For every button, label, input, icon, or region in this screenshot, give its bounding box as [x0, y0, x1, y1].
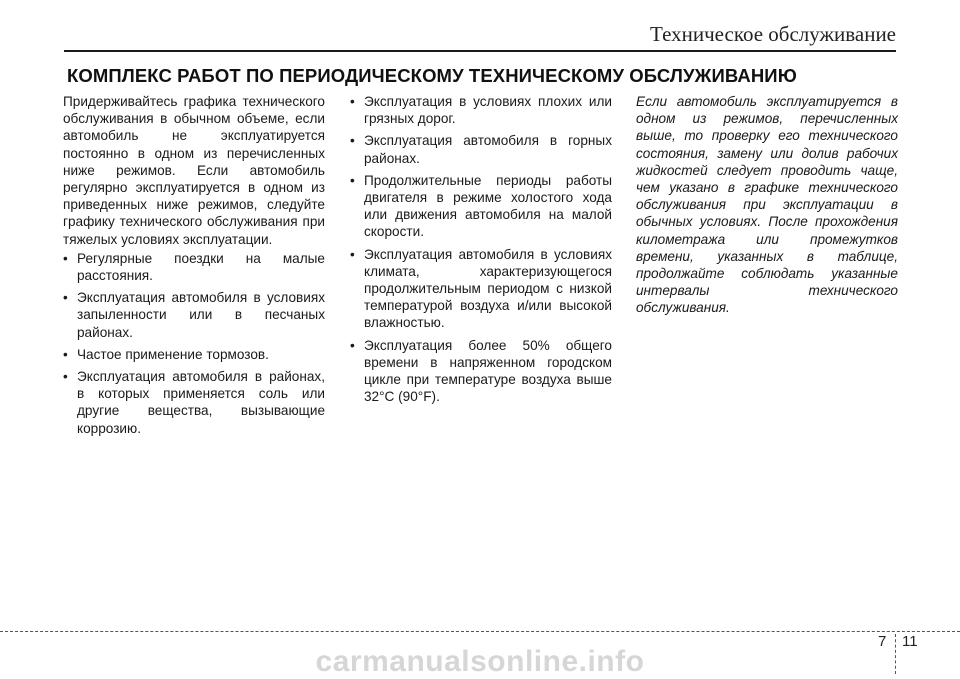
watermark: carmanualsonline.info: [315, 645, 645, 678]
list-item: [63, 250, 325, 284]
bullet-icon: •: [63, 250, 68, 266]
chapter-header-title: Техническое обслуживание: [650, 22, 896, 46]
list-item-text: Частое применение тормозов.: [77, 346, 269, 362]
list-item: [63, 368, 325, 437]
bullet-icon: •: [350, 172, 355, 188]
text-column-3: [636, 93, 898, 317]
list-item-text: Регулярные поездки на малые расстояния.: [77, 250, 325, 284]
list-item: [63, 289, 325, 341]
list-item: [63, 346, 325, 363]
bullet-icon: •: [350, 246, 355, 262]
list-item-text: Эксплуатация автомобиля в условиях запыленности или в песчаных районах.: [77, 290, 325, 340]
condition-list-1: [63, 250, 325, 437]
list-item-text: Эксплуатация более 50% общего времени в напряженном городском цикле при температуре воздуха выше 32°C (90°F).: [364, 337, 612, 405]
list-item: [350, 93, 612, 127]
list-item-text: Эксплуатация автомобиля в горных районах.: [364, 133, 612, 166]
list-item: [350, 132, 612, 166]
list-item-text: Продолжительные периоды работы двигателя в режиме холостого хода или движения автомобиля на малой скорости.: [364, 172, 612, 240]
bullet-icon: •: [63, 290, 68, 306]
bullet-icon: •: [63, 346, 68, 362]
bullet-icon: •: [350, 94, 355, 109]
condition-list-2: [350, 93, 612, 405]
list-item-text: Эксплуатация в условиях плохих или грязных дорог.: [364, 94, 612, 127]
bullet-icon: •: [350, 133, 355, 149]
chapter-number: 7: [878, 633, 887, 650]
text-column-1: [63, 93, 325, 437]
bullet-icon: •: [63, 369, 68, 385]
list-item: [350, 246, 612, 332]
text-column-2: [350, 93, 612, 405]
list-item: [350, 172, 612, 241]
list-item-text: Эксплуатация автомобиля в условиях климата, характеризующегося продолжительным периодом с низкой температурой воздуха и/или высокой влажностью.: [364, 246, 612, 331]
note-paragraph: Если автомобиль эксплуатируется в одном из режимов, перечисленных выше, то проверку его технического состояния, замену или долив рабочих жидкостей следует проводить чаще, чем указано в графике технического обслуживания при эксплуатации в обычных условиях. После прохождения километража или промежутков времени, указанных в таблице, продолжайте соблюдать указанные интервалы технического обслуживания.: [636, 94, 898, 316]
header-rule: [64, 50, 896, 52]
list-item-text: Эксплуатация автомобиля в районах, в которых применяется соль или другие вещества, вызывающие коррозию.: [77, 369, 325, 436]
footer-rule: [0, 631, 960, 632]
intro-paragraph: Придерживайтесь графика технического обслуживания в обычном объеме, если автомобиль не эксплуатируется постоянно в одном из перечисленных ниже режимов. Если автомобиль регулярно эксплуатируется в одном из приведенных ниже режимов, следуйте графику технического обслуживания при тяжелых условиях эксплуатации.: [63, 94, 325, 247]
section-title: КОМПЛЕКС РАБОТ ПО ПЕРИОДИЧЕСКОМУ ТЕХНИЧЕСКОМУ ОБСЛУЖИВАНИЮ: [67, 65, 797, 86]
bullet-icon: •: [350, 337, 355, 353]
page-number: 11: [902, 633, 918, 650]
list-item: [350, 337, 612, 406]
